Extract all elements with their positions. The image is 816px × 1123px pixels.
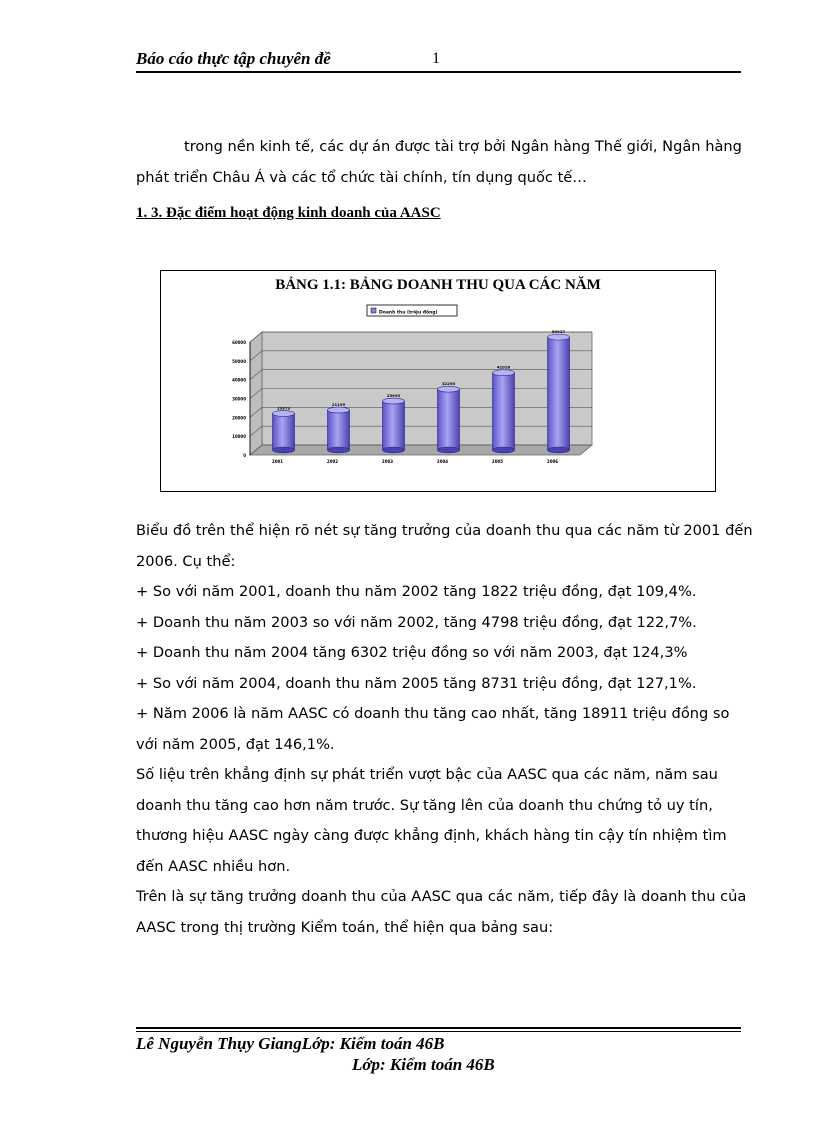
x-tick-label: 2001: [271, 459, 284, 464]
x-tick-label: 2006: [546, 459, 559, 464]
bar-base: [548, 447, 570, 453]
x-tick-label: 2005: [491, 459, 504, 464]
x-tick-label: 2004: [436, 459, 449, 464]
bar-cap: [383, 398, 405, 404]
header-rule: [136, 71, 741, 73]
bar-base: [438, 447, 460, 453]
bar-body: [548, 337, 570, 450]
body-line: + So với năm 2001, doanh thu năm 2002 tăng 1822 triệu đồng, đạt 109,4%.: [136, 583, 697, 600]
bar-2001: [273, 411, 295, 453]
bar-base: [493, 447, 515, 453]
bar-cap: [273, 411, 295, 417]
bar-2006: [548, 334, 570, 453]
data-label: 41026: [496, 364, 511, 370]
legend-label: Doanh thu (triệu đồng): [379, 310, 438, 316]
x-tick-label: 2003: [381, 459, 394, 464]
bar-cap: [328, 407, 350, 413]
body-line: thương hiệu AASC ngày càng được khẳng định, khách hàng tin cậy tín nhiệm tìm: [136, 827, 727, 844]
bar-base: [273, 447, 295, 453]
y-tick-label: 30000: [232, 396, 246, 402]
data-label: 25993: [386, 393, 401, 399]
bar-body: [328, 410, 350, 450]
revenue-chart: [160, 270, 716, 492]
footer-rule-bottom: [136, 1031, 741, 1032]
footer-class: Lớp: Kiểm toán 46B: [352, 1055, 495, 1074]
x-tick-label: 2002: [326, 459, 339, 464]
bar-2003: [383, 398, 405, 453]
data-label: 32295: [441, 381, 456, 387]
bar-2004: [438, 386, 460, 453]
y-tick-label: 0: [243, 453, 246, 458]
footer-author-class: Lê Nguyễn Thụy GiangLớp: Kiểm toán 46B: [136, 1034, 445, 1053]
bar-cap: [548, 334, 570, 340]
bar-base: [328, 447, 350, 453]
body-line: 2006. Cụ thể:: [136, 552, 236, 570]
data-label: 21195: [331, 402, 346, 408]
body-line: với năm 2005, đạt 146,1%.: [136, 735, 335, 753]
y-tick-label: 10000: [232, 434, 246, 440]
y-tick-label: 60000: [232, 340, 246, 345]
intro-line-2: phát triển Châu Á và các tổ chức tài chính, tín dụng quốc tế…: [136, 169, 587, 186]
y-tick-label: 20000: [232, 415, 246, 421]
body-line: Số liệu trên khẳng định sự phát triển vượt bậc của AASC qua các năm, năm sau: [136, 766, 718, 783]
body-line: + Doanh thu năm 2004 tăng 6302 triệu đồng so với năm 2003, đạt 124,3%: [136, 644, 688, 661]
body-line: AASC trong thị trường Kiểm toán, thể hiện qua bảng sau:: [136, 918, 554, 936]
bar-cap: [438, 386, 460, 392]
bar-body: [383, 401, 405, 450]
section-heading: 1. 3. Đặc điểm hoạt động kinh doanh của AASC: [136, 205, 441, 221]
bar-2005: [493, 370, 515, 453]
bar-cap: [493, 370, 515, 376]
chart-legend: [367, 305, 457, 316]
bar-base: [383, 447, 405, 453]
intro-line-1: trong nền kinh tế, các dự án được tài trợ bởi Ngân hàng Thế giới, Ngân hàng: [184, 138, 742, 155]
body-line: doanh thu tăng cao hơn năm trước. Sự tăng lên của doanh thu chứng tỏ uy tín,: [136, 796, 713, 814]
bar-2002: [328, 407, 350, 453]
chart-title: BẢNG 1.1: BẢNG DOANH THU QUA CÁC NĂM: [275, 277, 601, 293]
y-tick-label: 40000: [232, 377, 246, 383]
header-title: Báo cáo thực tập chuyên đề: [136, 49, 331, 68]
body-line: + Doanh thu năm 2003 so với năm 2002, tăng 4798 triệu đồng, đạt 122,7%.: [136, 613, 697, 631]
y-tick-label: 50000: [232, 358, 246, 364]
body-line: + So với năm 2004, doanh thu năm 2005 tăng 8731 triệu đồng, đạt 127,1%.: [136, 674, 697, 692]
footer-rule-top: [136, 1027, 741, 1029]
plot-area: [250, 332, 592, 455]
body-line: đến AASC nhiều hơn.: [136, 857, 291, 875]
body-line: + Năm 2006 là năm AASC có doanh thu tăng cao nhất, tăng 18911 triệu đồng so: [136, 705, 730, 722]
bar-body: [438, 389, 460, 450]
data-label: 19373: [276, 405, 291, 411]
bar-body: [273, 414, 295, 450]
page-number: 1: [432, 50, 440, 67]
bar-body: [493, 373, 515, 450]
data-label: 59937: [551, 329, 566, 335]
body-line: Biểu đồ trên thể hiện rõ nét sự tăng trưởng của doanh thu qua các năm từ 2001 đến: [136, 522, 753, 539]
body-line: Trên là sự tăng trưởng doanh thu của AASC qua các năm, tiếp đây là doanh thu của: [136, 888, 747, 905]
